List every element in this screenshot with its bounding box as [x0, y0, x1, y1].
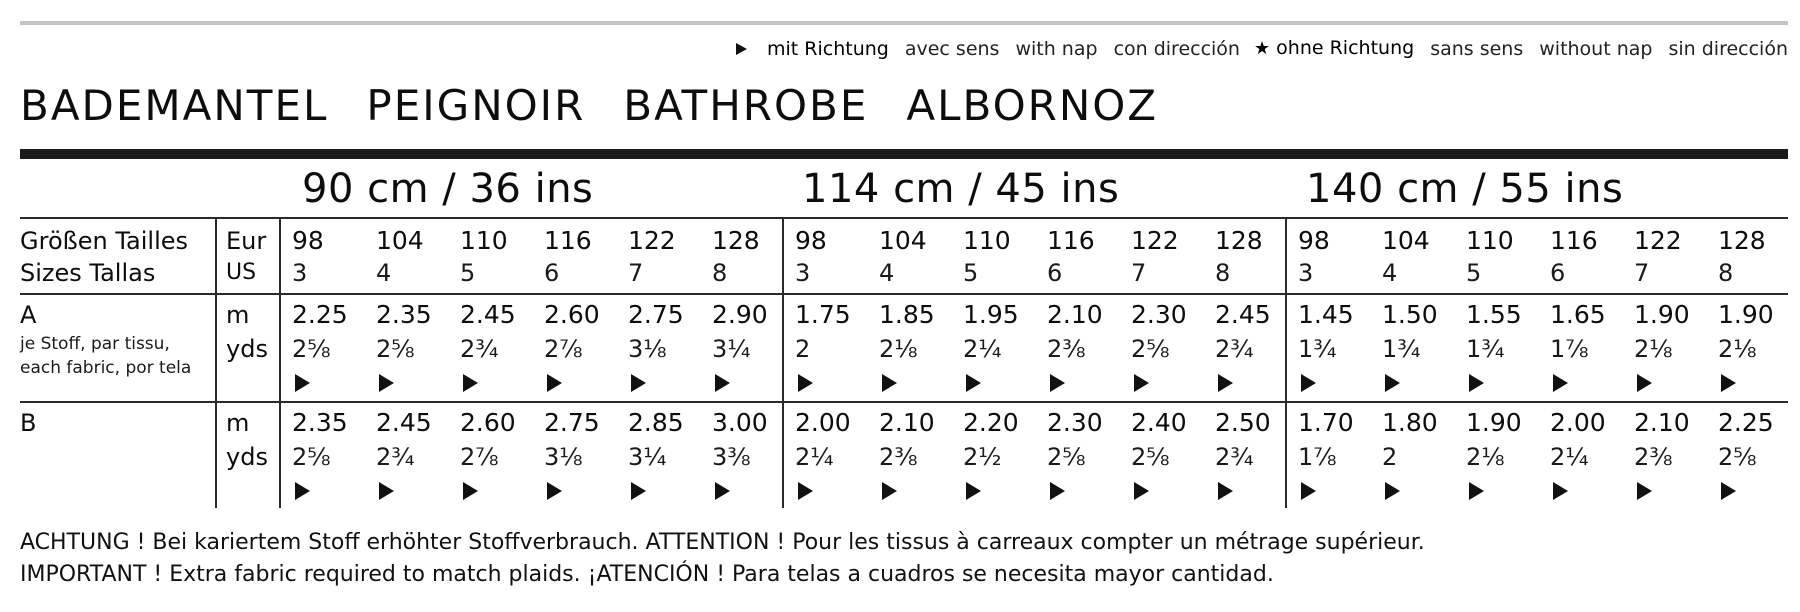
- top-rule: [20, 21, 1788, 25]
- view-a-meters-cell: 1.85: [879, 300, 935, 329]
- title-de: BADEMANTEL: [20, 81, 329, 130]
- eur-size-cell: 116: [544, 226, 592, 255]
- nap-legend: [736, 34, 1788, 63]
- view-b-yards-cell: 2¼: [1550, 443, 1589, 471]
- view-b-meters-cell: 2.00: [795, 408, 851, 437]
- view-b-yards-cell: 3⅜: [712, 443, 751, 471]
- with-nap-triangle-icon: [882, 482, 897, 500]
- eur-size-cell: 128: [1215, 226, 1263, 255]
- eur-size-cell: 122: [628, 226, 676, 255]
- eur-size-cell: 116: [1550, 226, 1598, 255]
- view-a-subline-1: je Stoff, par tissu,: [20, 334, 170, 354]
- sizes-label-line-1: Größen Tailles: [20, 227, 189, 255]
- view-a-meters-cell: 1.95: [963, 300, 1019, 329]
- view-b-yards-cell: 2⅝: [292, 443, 331, 471]
- view-a-subline-2: each fabric, por tela: [20, 358, 192, 378]
- view-a-yards-cell: 1¾: [1466, 335, 1505, 363]
- us-size-cell: 7: [1634, 259, 1650, 287]
- eur-size-cell: 110: [1466, 226, 1514, 255]
- legend-without-nap-de-label: ohne Richtung: [1276, 37, 1415, 59]
- with-nap-triangle-icon: [798, 482, 813, 500]
- view-a-yards-cell: 3⅛: [628, 335, 667, 363]
- view-b-yards-cell: 2⅜: [1634, 443, 1673, 471]
- us-size-cell: 7: [1131, 259, 1147, 287]
- with-nap-triangle-icon: [1301, 482, 1316, 500]
- us-size-cell: 6: [544, 259, 560, 287]
- view-a-yards-cell: 2⅛: [1634, 335, 1673, 363]
- view-b-meters-cell: 1.90: [1466, 408, 1522, 437]
- view-b-yards-cell: 2⅝: [1718, 443, 1757, 471]
- legend-with-nap-fr: avec sens: [904, 37, 1000, 60]
- eur-size-cell: 104: [1382, 226, 1430, 255]
- view-b-meters-cell: 2.35: [292, 408, 348, 437]
- with-nap-triangle-icon: [631, 374, 646, 392]
- with-nap-triangle-icon: [379, 482, 394, 500]
- with-nap-triangle-icon: [1637, 374, 1652, 392]
- without-nap-star-icon: ★: [1253, 38, 1271, 59]
- view-b-meters-cell: 2.10: [1634, 408, 1690, 437]
- view-a-yards-cell: 2⅛: [879, 335, 918, 363]
- eur-size-cell: 116: [1047, 226, 1095, 255]
- view-a-yards-cell: 2⅝: [1131, 335, 1170, 363]
- view-a-yards-cell: 2⅝: [376, 335, 415, 363]
- us-label: US: [226, 260, 257, 285]
- with-nap-triangle-icon: [379, 374, 394, 392]
- eur-size-cell: 104: [879, 226, 927, 255]
- eur-size-cell: 98: [1298, 226, 1330, 255]
- with-nap-triangle-icon: [1553, 374, 1568, 392]
- eur-size-cell: 122: [1634, 226, 1682, 255]
- view-b-yards-cell: 2⅞: [460, 443, 499, 471]
- view-a-meters-cell: 2.75: [628, 300, 684, 329]
- with-nap-triangle-icon: [1218, 374, 1233, 392]
- eur-size-cell: 98: [292, 226, 324, 255]
- view-b-meters-cell: 1.80: [1382, 408, 1438, 437]
- divider-width-140: [1285, 217, 1287, 508]
- legend-with-nap-de: mit Richtung: [767, 37, 889, 60]
- with-nap-triangle-icon: [1301, 374, 1316, 392]
- with-nap-triangle-icon: [295, 482, 310, 500]
- legend-without-nap-en: without nap: [1539, 37, 1653, 60]
- with-nap-triangle-icon: [715, 374, 730, 392]
- us-size-cell: 4: [879, 259, 895, 287]
- width-heading-114: 114 cm / 45 ins: [802, 166, 1120, 212]
- view-a-meters-cell: 1.90: [1718, 300, 1774, 329]
- view-a-meters-cell: 1.75: [795, 300, 851, 329]
- us-size-cell: 6: [1550, 259, 1566, 287]
- view-a-label: A: [20, 301, 37, 329]
- view-b-meters-cell: 2.85: [628, 408, 684, 437]
- view-a-meters-cell: 2.60: [544, 300, 600, 329]
- with-nap-triangle-icon: [1637, 482, 1652, 500]
- us-size-cell: 8: [1215, 259, 1231, 287]
- view-a-meters-cell: 2.35: [376, 300, 432, 329]
- us-size-cell: 6: [1047, 259, 1063, 287]
- with-nap-triangle-icon: [1385, 482, 1400, 500]
- view-b-m-label: m: [226, 409, 250, 437]
- divider-unit-col: [279, 217, 281, 508]
- view-a-meters-cell: 1.55: [1466, 300, 1522, 329]
- us-size-cell: 3: [292, 259, 308, 287]
- view-a-meters-cell: 1.90: [1634, 300, 1690, 329]
- view-a-yards-cell: 3¼: [712, 335, 751, 363]
- view-a-meters-cell: 2.45: [460, 300, 516, 329]
- eur-size-cell: 128: [1718, 226, 1766, 255]
- us-size-cell: 5: [460, 259, 476, 287]
- view-b-yards-cell: 2½: [963, 443, 1002, 471]
- sizes-label-line-2: Sizes Tallas: [20, 259, 156, 287]
- view-b-meters-cell: 3.00: [712, 408, 768, 437]
- with-nap-triangle-icon: [966, 482, 981, 500]
- view-a-meters-cell: 1.45: [1298, 300, 1354, 329]
- view-b-yds-label: yds: [226, 443, 268, 471]
- view-a-yards-cell: 1¾: [1382, 335, 1421, 363]
- with-nap-triangle-icon: [1218, 482, 1233, 500]
- view-a-meters-cell: 2.45: [1215, 300, 1271, 329]
- with-nap-triangle-icon: [463, 374, 478, 392]
- view-b-meters-cell: 2.50: [1215, 408, 1271, 437]
- with-nap-triangle-icon: [736, 43, 747, 55]
- width-heading-140: 140 cm / 55 ins: [1306, 166, 1624, 212]
- with-nap-triangle-icon: [1134, 374, 1149, 392]
- view-b-yards-cell: 2¾: [376, 443, 415, 471]
- with-nap-triangle-icon: [1469, 482, 1484, 500]
- view-a-yds-label: yds: [226, 335, 268, 363]
- legend-without-nap-es: sin dirección: [1668, 37, 1788, 60]
- view-b-meters-cell: 2.00: [1550, 408, 1606, 437]
- view-b-yards-cell: 3¼: [628, 443, 667, 471]
- view-a-m-label: m: [226, 301, 250, 329]
- view-a-meters-cell: 2.30: [1131, 300, 1187, 329]
- view-a-yards-cell: 2⅝: [292, 335, 331, 363]
- with-nap-triangle-icon: [547, 482, 562, 500]
- with-nap-triangle-icon: [1721, 482, 1736, 500]
- view-a-meters-cell: 1.65: [1550, 300, 1606, 329]
- with-nap-triangle-icon: [1134, 482, 1149, 500]
- us-size-cell: 8: [712, 259, 728, 287]
- with-nap-triangle-icon: [882, 374, 897, 392]
- legend-without-nap-fr: sans sens: [1430, 37, 1524, 60]
- with-nap-triangle-icon: [631, 482, 646, 500]
- view-a-meters-cell: 2.10: [1047, 300, 1103, 329]
- view-a-yards-cell: 2¾: [1215, 335, 1254, 363]
- with-nap-triangle-icon: [1050, 482, 1065, 500]
- view-b-meters-cell: 2.30: [1047, 408, 1103, 437]
- view-a-yards-cell: 2⅞: [544, 335, 583, 363]
- divider-width-114: [782, 217, 784, 508]
- us-size-cell: 3: [1298, 259, 1314, 287]
- plaid-note-line-2: IMPORTANT ! Extra fabric required to match plaids. ¡ATENCIÓN ! Para telas a cuadros se necesita mayor cantidad.: [20, 562, 1274, 587]
- legend-with-nap-en: with nap: [1015, 37, 1098, 60]
- with-nap-triangle-icon: [1385, 374, 1400, 392]
- view-a-yards-cell: 2⅜: [1047, 335, 1086, 363]
- us-size-cell: 8: [1718, 259, 1734, 287]
- with-nap-triangle-icon: [1721, 374, 1736, 392]
- eur-size-cell: 98: [795, 226, 827, 255]
- us-size-cell: 5: [963, 259, 979, 287]
- title-fr: PEIGNOIR: [366, 81, 586, 130]
- with-nap-triangle-icon: [295, 374, 310, 392]
- view-b-yards-cell: 3⅛: [544, 443, 583, 471]
- view-b-yards-cell: 2: [1382, 443, 1398, 471]
- us-size-cell: 3: [795, 259, 811, 287]
- with-nap-triangle-icon: [798, 374, 813, 392]
- view-a-yards-cell: 2¾: [460, 335, 499, 363]
- view-a-meters-cell: 2.90: [712, 300, 768, 329]
- eur-size-cell: 104: [376, 226, 424, 255]
- with-nap-triangle-icon: [715, 482, 730, 500]
- view-a-meters-cell: 1.50: [1382, 300, 1438, 329]
- legend-without-nap-de: [1254, 34, 1414, 63]
- divider-label-col: [215, 217, 217, 508]
- with-nap-triangle-icon: [463, 482, 478, 500]
- view-b-yards-cell: 2¾: [1215, 443, 1254, 471]
- view-b-yards-cell: 2⅜: [879, 443, 918, 471]
- view-b-meters-cell: 2.25: [1718, 408, 1774, 437]
- garment-titles: [20, 80, 1196, 132]
- eur-size-cell: 128: [712, 226, 760, 255]
- us-size-cell: 4: [376, 259, 392, 287]
- rule-view-a-top: [20, 293, 1788, 295]
- view-b-meters-cell: 2.45: [376, 408, 432, 437]
- view-b-yards-cell: 2⅝: [1047, 443, 1086, 471]
- view-a-yards-cell: 2⅛: [1718, 335, 1757, 363]
- view-b-label: B: [20, 409, 37, 437]
- view-b-yards-cell: 1⅞: [1298, 443, 1337, 471]
- view-b-meters-cell: 2.75: [544, 408, 600, 437]
- rule-view-b-top: [20, 401, 1788, 403]
- view-b-yards-cell: 2¼: [795, 443, 834, 471]
- us-size-cell: 7: [628, 259, 644, 287]
- view-b-yards-cell: 2⅛: [1466, 443, 1505, 471]
- view-a-yards-cell: 1⅞: [1550, 335, 1589, 363]
- with-nap-triangle-icon: [1553, 482, 1568, 500]
- view-a-yards-cell: 2¼: [963, 335, 1002, 363]
- view-b-meters-cell: 2.10: [879, 408, 935, 437]
- us-size-cell: 4: [1382, 259, 1398, 287]
- view-a-yards-cell: 1¾: [1298, 335, 1337, 363]
- eur-label: Eur: [226, 227, 267, 255]
- plaid-note-line-1: ACHTUNG ! Bei kariertem Stoff erhöhter Stoffverbrauch. ATTENTION ! Pour les tissus à carreaux compter un métrage supérieur.: [20, 530, 1425, 555]
- view-b-yards-cell: 2⅝: [1131, 443, 1170, 471]
- view-a-yards-cell: 2: [795, 335, 811, 363]
- view-a-meters-cell: 2.25: [292, 300, 348, 329]
- rule-sizes-top: [20, 217, 1788, 219]
- view-b-meters-cell: 2.40: [1131, 408, 1187, 437]
- view-b-meters-cell: 2.60: [460, 408, 516, 437]
- eur-size-cell: 110: [963, 226, 1011, 255]
- with-nap-triangle-icon: [547, 374, 562, 392]
- legend-with-nap-es: con dirección: [1113, 37, 1240, 60]
- with-nap-triangle-icon: [1469, 374, 1484, 392]
- eur-size-cell: 122: [1131, 226, 1179, 255]
- title-es: ALBORNOZ: [906, 81, 1159, 130]
- with-nap-triangle-icon: [966, 374, 981, 392]
- us-size-cell: 5: [1466, 259, 1482, 287]
- width-heading-90: 90 cm / 36 ins: [302, 166, 594, 212]
- thick-rule: [20, 149, 1788, 159]
- view-b-meters-cell: 2.20: [963, 408, 1019, 437]
- title-en: BATHROBE: [623, 81, 869, 130]
- eur-size-cell: 110: [460, 226, 508, 255]
- view-b-meters-cell: 1.70: [1298, 408, 1354, 437]
- with-nap-triangle-icon: [1050, 374, 1065, 392]
